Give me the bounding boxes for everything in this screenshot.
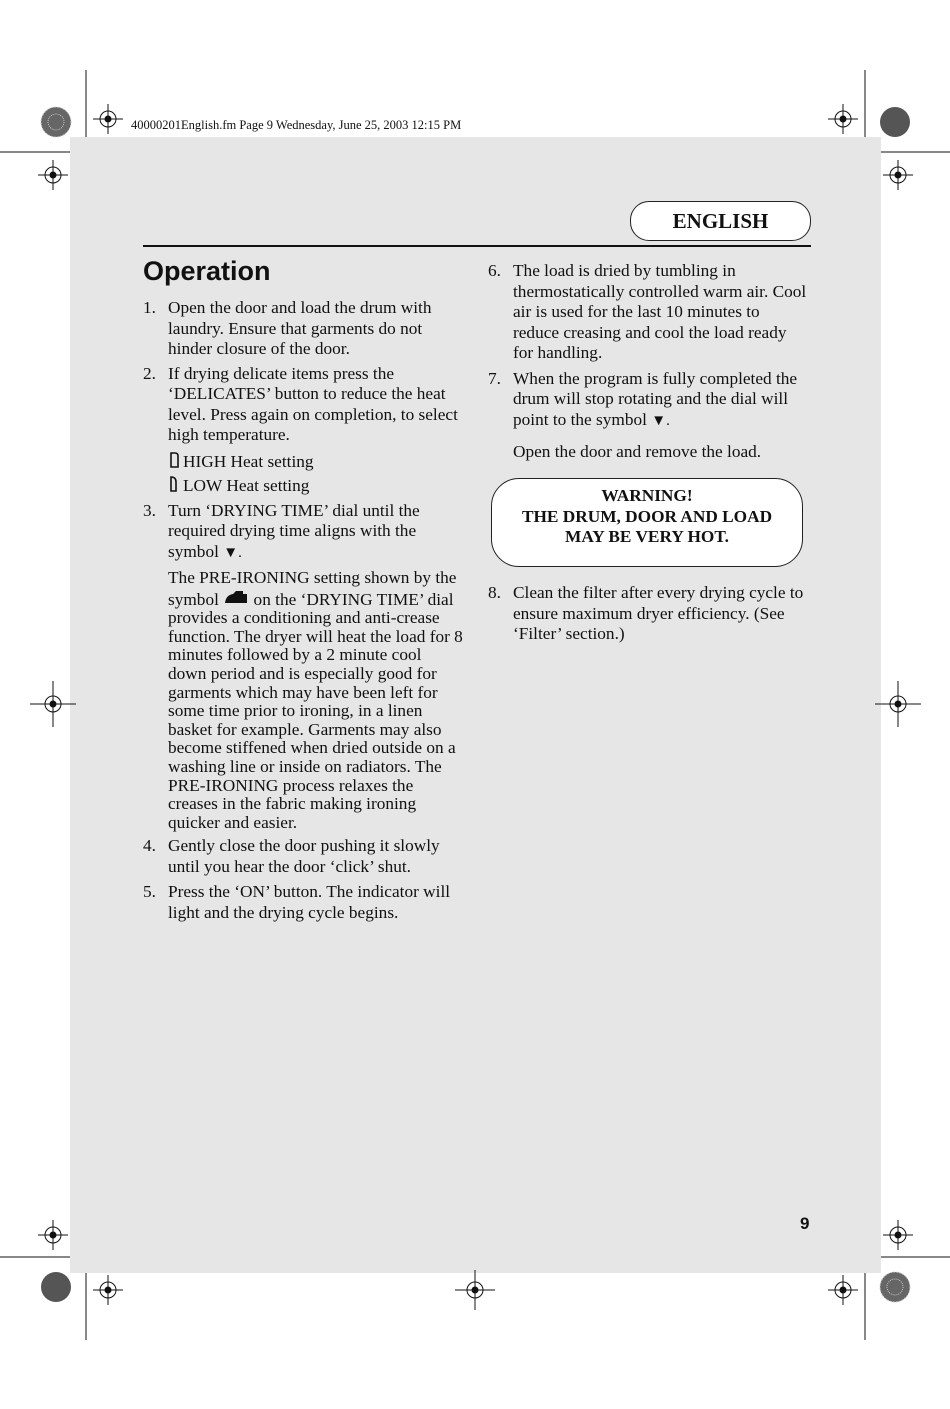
section-title: Operation <box>143 256 271 286</box>
warning-title: WARNING! <box>601 486 693 505</box>
iron-icon <box>223 588 249 606</box>
high-heat-row: HIGH Heat setting <box>168 451 463 473</box>
list-item: 5. Press the ‘ON’ button. The indicator will light and the drying cycle begins. <box>143 882 451 922</box>
warning-text: THE DRUM, DOOR AND LOAD <box>521 506 773 526</box>
list-item: 8. Clean the filter after every drying cycle to ensure maximum dryer efficiency. (See ‘Filter’ section.) <box>488 583 804 643</box>
down-triangle-icon: ▼. <box>223 544 242 561</box>
warning-text: MAY BE VERY HOT. <box>565 527 729 546</box>
low-heat-row: LOW Heat setting <box>168 475 463 497</box>
page-number: 9 <box>800 1214 810 1233</box>
header-rule <box>143 245 811 247</box>
print-header: 40000201English.fm Page 9 Wednesday, June 25, 2003 12:15 PM <box>131 118 462 132</box>
warning-box <box>491 478 803 567</box>
list-item: 6. The load is dried by tumbling in thermostatically controlled warm air. Cool air is used for the last 10 minutes to reduce creasing and cool the load ready for handling. <box>488 261 807 362</box>
list-item: 1. Open the door and load the drum with laundry. Ensure that garments do not hinder closure of the door. <box>143 298 432 358</box>
list-item: 4. Gently close the door pushing it slowly until you hear the door ‘click’ shut. <box>143 836 440 876</box>
list-item: 7. When the program is fully completed the drum will stop rotating and the dial will point to the symbol ▼. Open the door and remove the load. <box>488 368 798 461</box>
high-heat-icon <box>168 451 180 469</box>
down-triangle-icon: ▼. <box>651 412 670 429</box>
language-tab: ENGLISH <box>630 201 811 241</box>
list-item: 2. If drying delicate items press the ‘DELICATES’ button to reduce the heat level. Press again on completion, to select high temperature. HIGH Heat setting LOW Heat setting <box>143 364 463 497</box>
list-item: 3. Turn ‘DRYING TIME’ dial until the required drying time aligns with the symbol ▼. The PRE-IRONING setting shown by the symbol on the ‘DRYING TIME’ dial provides a conditioning and anti-crease function. The dryer will heat the load for 8 minutes followed by a 2 minute cool down period and is especially good for garments which may have been left for some time prior to ironing, in a linen basket for example. Garments may also become stiffened when dried outside on a washing line or inside on radiators. The PRE-IRONING process relaxes the creases in the fabric making ironing quicker and easier. <box>143 500 463 832</box>
low-heat-icon <box>168 475 180 493</box>
right-column <box>488 261 810 463</box>
left-column <box>143 298 463 923</box>
right-column-lower <box>488 583 810 645</box>
